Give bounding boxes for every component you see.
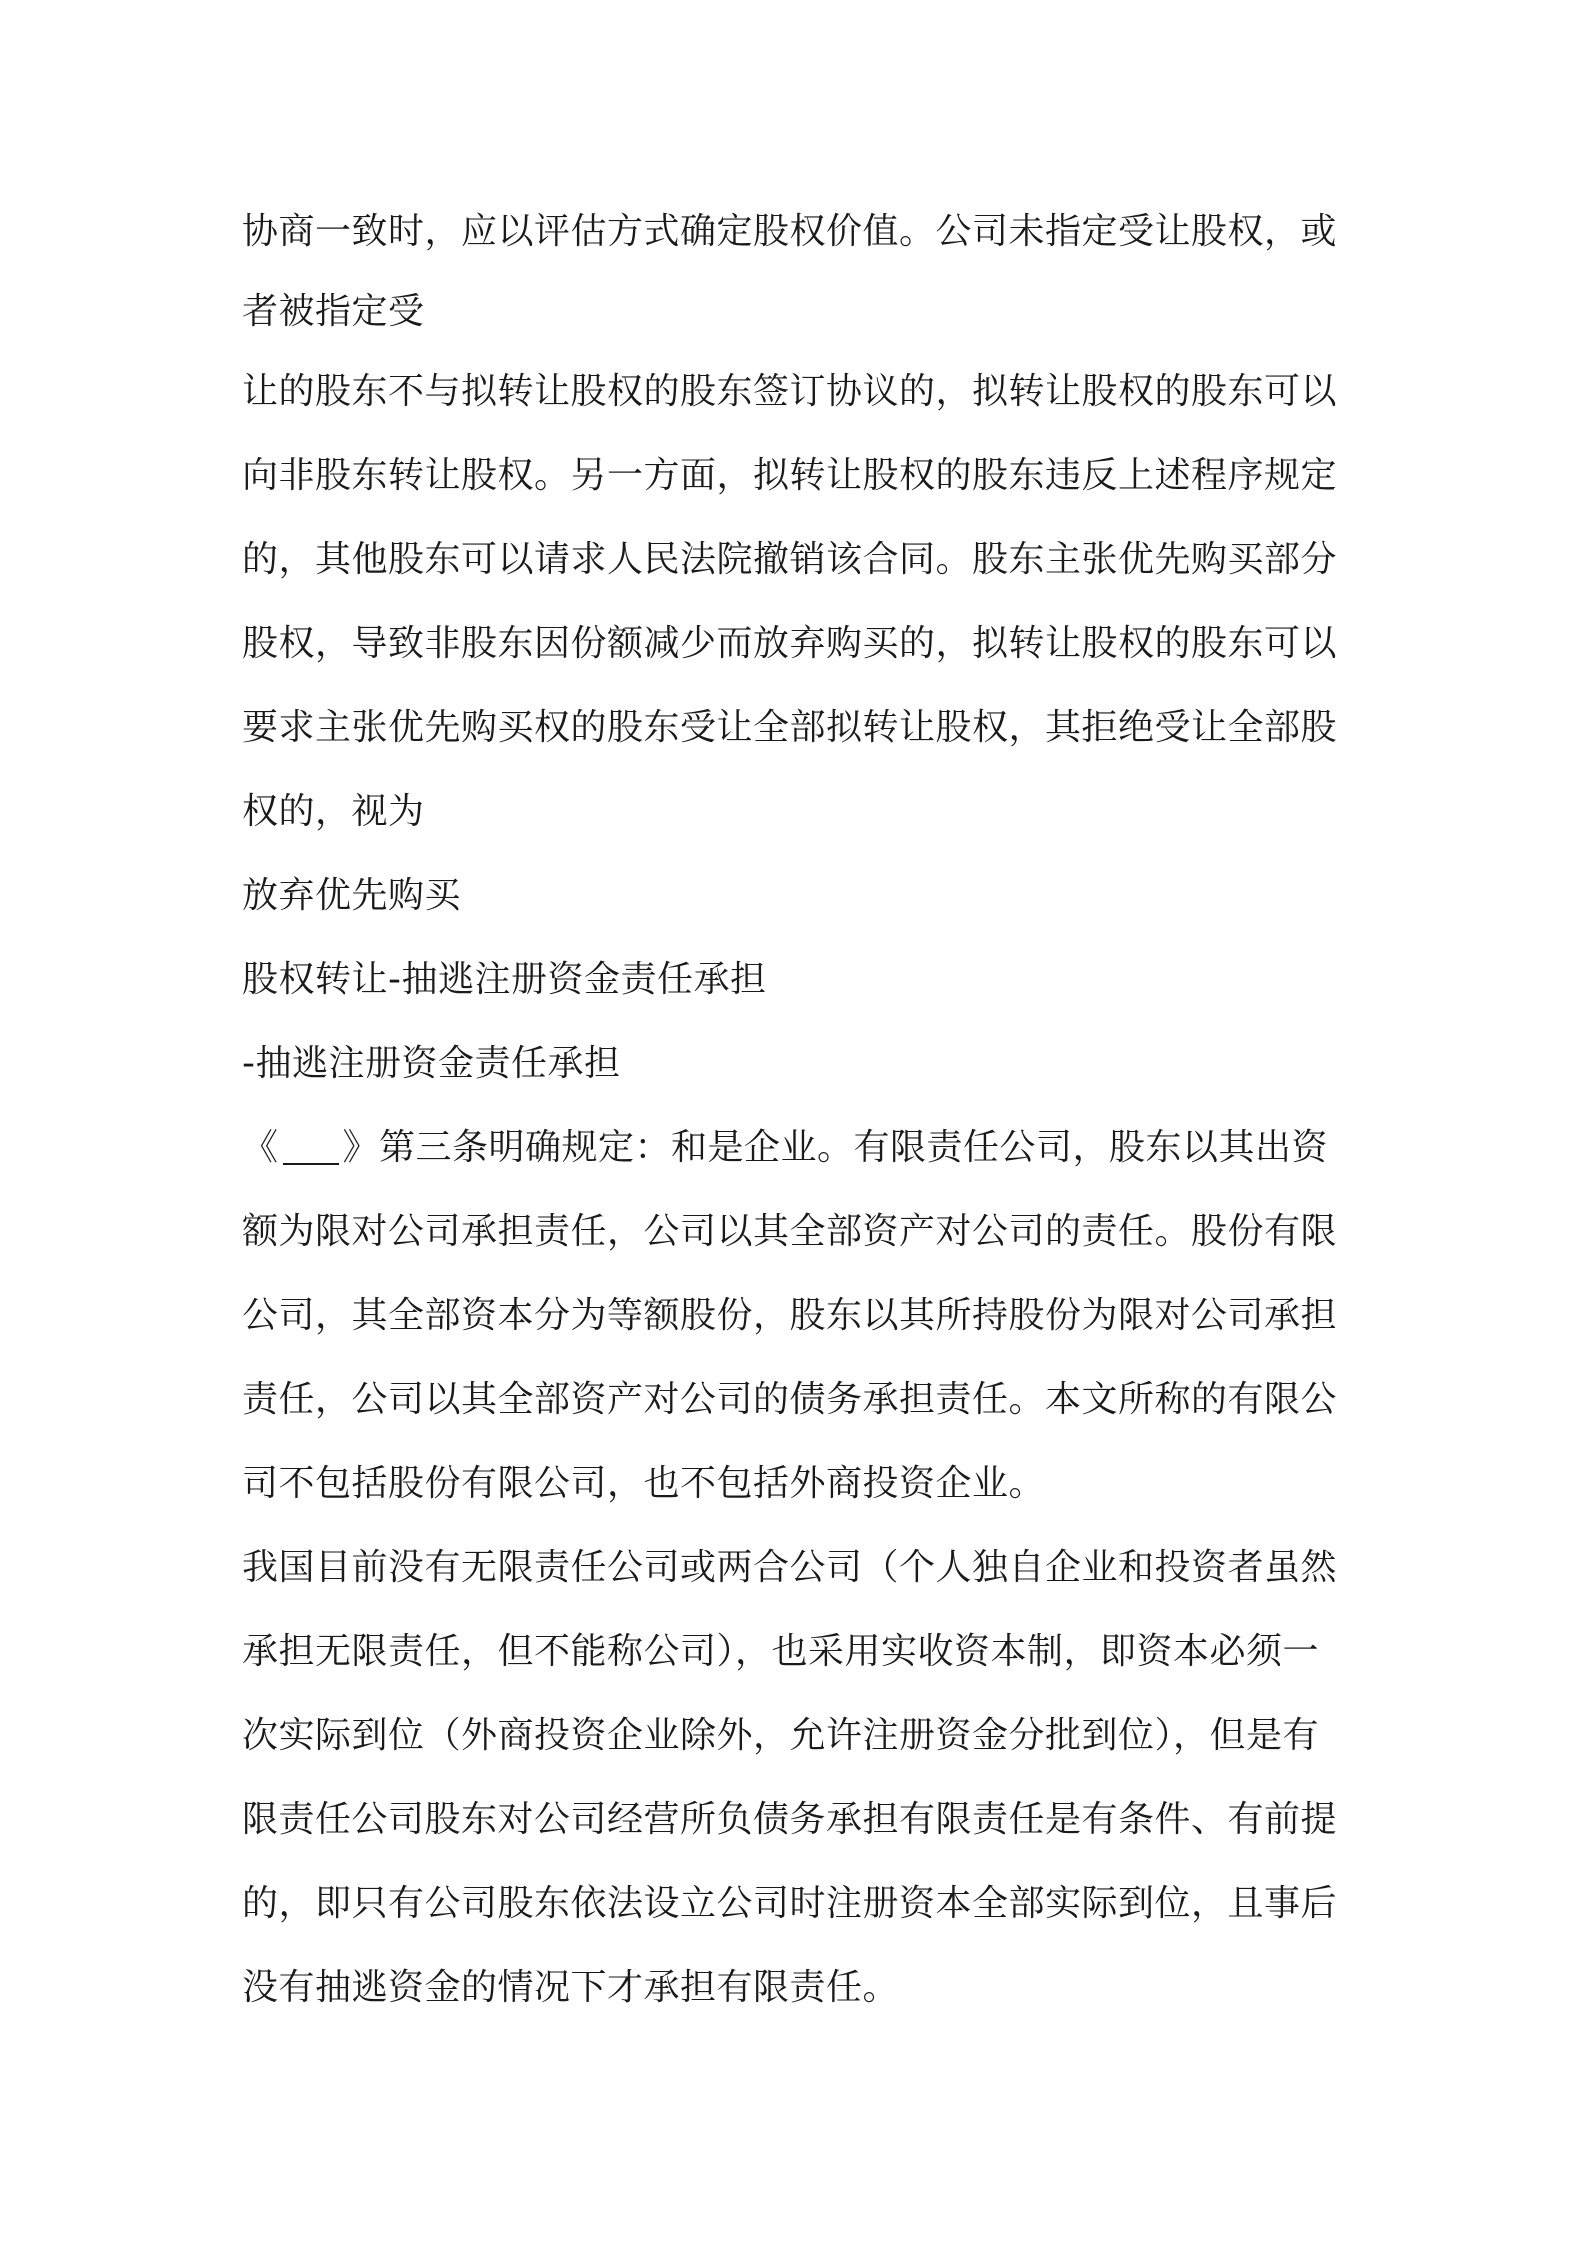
text-line: 协商一致时，应以评估方式确定股权价值。公司未指定受让股权，或 [242, 211, 1338, 252]
text-line: 权的，视为 [242, 791, 425, 832]
text-line: 责任，公司以其全部资产对公司的债务承担责任。本文所称的有限公 [242, 1379, 1338, 1420]
law-line-text: 第三条明确规定：和是企业。有限责任公司，股东以其出资 [379, 1127, 1329, 1168]
text-line: 要求主张优先购买权的股东受让全部拟转让股权，其拒绝受让全部股 [242, 707, 1338, 748]
text-line: 没有抽逃资金的情况下才承担有限责任。 [242, 1967, 900, 2008]
section-subheading: -抽逃注册资金责任承担 [242, 1043, 621, 1084]
text-line: 限责任公司股东对公司经营所负债务承担有限责任是有条件、有前提 [242, 1799, 1338, 1840]
text-line: 承担无限责任，但不能称公司），也采用实收资本制，即资本必须一 [242, 1631, 1320, 1672]
text-line: 的，其他股东可以请求人民法院撤销该合同。股东主张优先购买部分 [242, 539, 1338, 580]
text-line: 向非股东转让股权。另一方面，拟转让股权的股东违反上述程序规定 [242, 455, 1338, 496]
text-line: 股权，导致非股东因份额减少而放弃购买的，拟转让股权的股东可以 [242, 623, 1338, 664]
text-line: 者被指定受 [242, 291, 425, 332]
law-reference-line [242, 1123, 1362, 1173]
text-line: 次实际到位（外商投资企业除外，允许注册资金分批到位），但是有 [242, 1715, 1320, 1756]
text-line: 让的股东不与拟转让股权的股东签订协议的，拟转让股权的股东可以 [242, 371, 1338, 412]
law-name-blank [283, 1133, 339, 1165]
text-line: 放弃优先购买 [242, 875, 462, 916]
text-line: 司不包括股份有限公司，也不包括外商投资企业。 [242, 1463, 1046, 1504]
text-line: 额为限对公司承担责任，公司以其全部资产对公司的责任。股份有限 [242, 1211, 1338, 1252]
text-line: 的，即只有公司股东依法设立公司时注册资本全部实际到位，且事后 [242, 1883, 1338, 1924]
text-line: 公司，其全部资本分为等额股份，股东以其所持股份为限对公司承担 [242, 1295, 1338, 1336]
text-line: 我国目前没有无限责任公司或两合公司（个人独自企业和投资者虽然 [242, 1547, 1338, 1588]
close-book-quote: 》 [342, 1127, 380, 1168]
section-heading: 股权转让-抽逃注册资金责任承担 [242, 959, 767, 1000]
open-book-quote: 《 [242, 1127, 279, 1168]
